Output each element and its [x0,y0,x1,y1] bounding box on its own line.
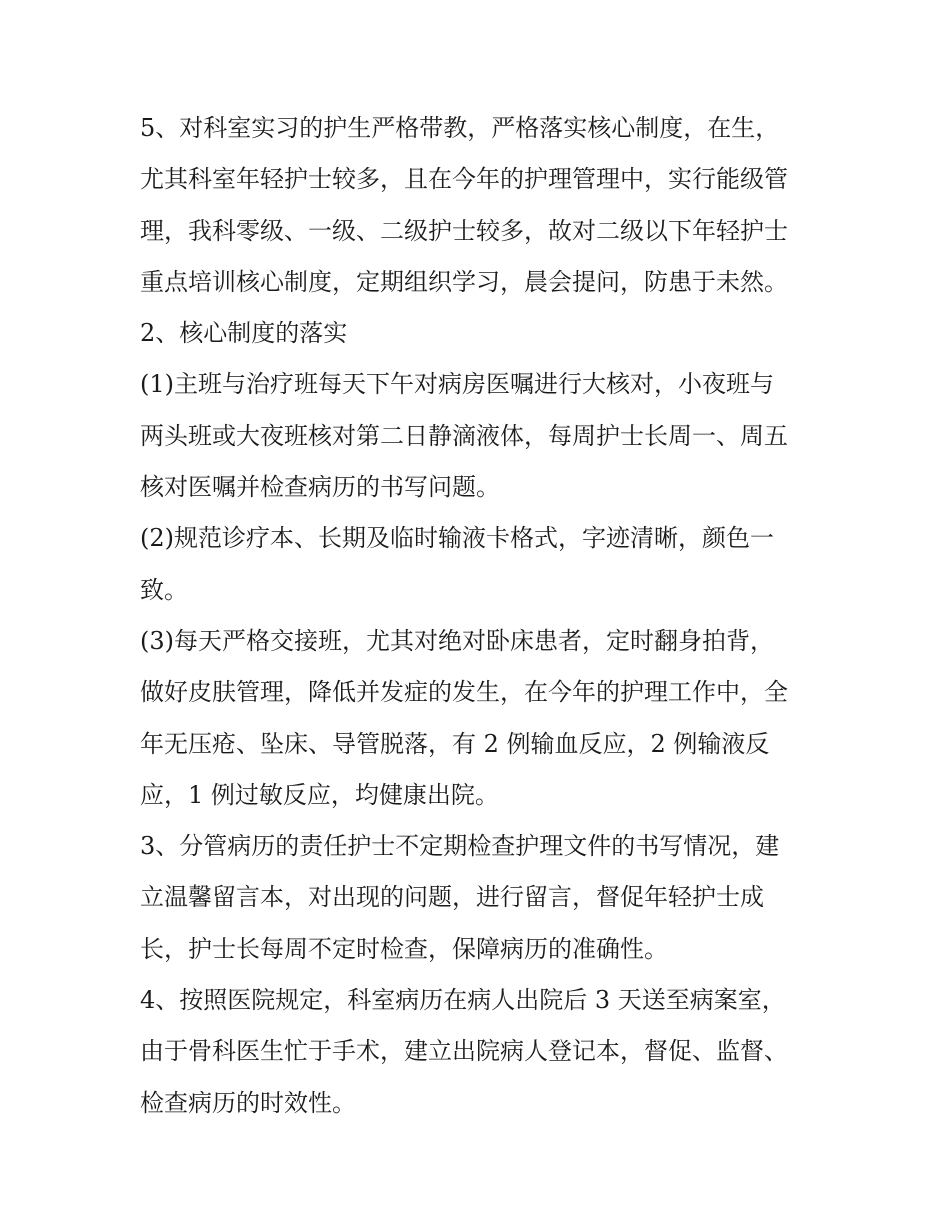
text-line-20: 检查病历的时效性。 [140,1088,356,1117]
text-line-11: (3)每天严格交接班，尤其对绝对卧床患者，定时翻身拍背， [140,626,774,655]
text-line-3: 理，我科零级、一级、二级护士较多，故对二级以下年轻护士 [140,216,788,245]
text-line-12: 做好皮肤管理，降低并发症的发生，在今年的护理工作中，全 [140,678,788,707]
document-body [140,103,820,1129]
text-line-7: 两头班或大夜班核对第二日静滴液体，每周护士长周一、周五 [140,421,788,450]
text-line-6: (1)主班与治疗班每天下午对病房医嘱进行大核对，小夜班与 [140,370,774,399]
text-line-1: 5、对科室实习的护生严格带教，严格落实核心制度，在生， [140,114,780,142]
text-line-10: 致。 [140,575,188,604]
text-line-2: 尤其科室年轻护士较多，且在今年的护理管理中，实行能级管 [140,165,788,194]
text-line-13: 年无压疮、坠床、导管脱落，有 2 例输血反应，2 例输液反 [140,729,770,758]
text-line-8: 核对医嘱并检查病历的书写问题。 [140,473,500,502]
text-line-15: 3、分管病历的责任护士不定期检查护理文件的书写情况，建 [140,832,780,861]
text-line-17: 长，护士长每周不定时检查，保障病历的准确性。 [140,934,668,963]
text-line-19: 由于骨科医生忙于手术，建立出院病人登记本，督促、监督、 [140,1037,788,1066]
text-line-16: 立温馨留言本，对出现的问题，进行留言，督促年轻护士成 [140,883,764,912]
text-line-18: 4、按照医院规定，科室病历在病人出院后 3 天送至病案室， [140,986,786,1015]
text-line-4: 重点培训核心制度，定期组织学习，晨会提问，防患于未然。 [140,267,788,296]
text-line-9: (2)规范诊疗本、长期及临时输液卡格式，字迹清晰，颜色一 [140,524,774,553]
text-line-14: 应，1 例过敏反应，均健康出院。 [140,780,499,809]
section-heading: 2、核心制度的落实 [140,319,348,348]
